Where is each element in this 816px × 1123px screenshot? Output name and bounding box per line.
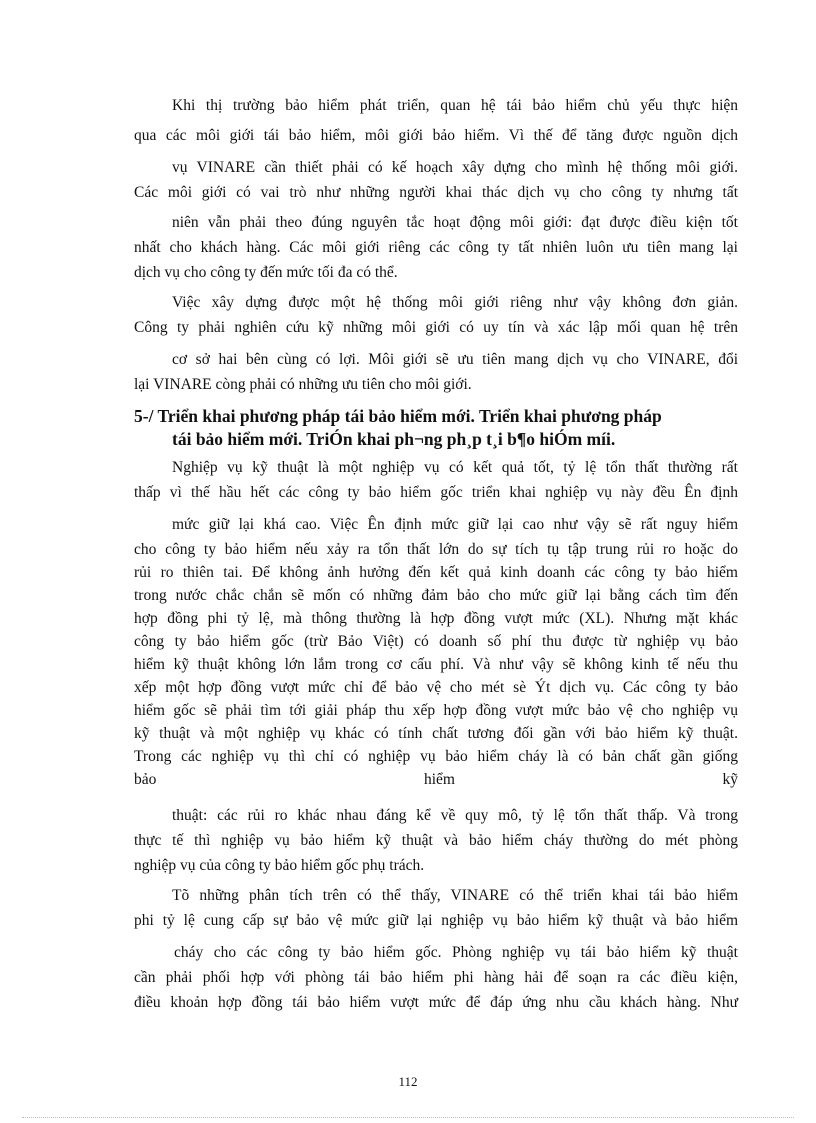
text-line: vụ VINARE cần thiết phải có kế hoạch xây dựng cho mình hệ thống môi giới. [172,159,738,176]
text-line: cháy cho các công ty bảo hiểm gốc. Phòng nghiệp vụ tái bảo hiểm kỹ thuật [174,944,738,961]
text-line: rủi ro thiên tai. Để không ảnh hưởng đến kết quả kinh doanh các công ty bảo hiểm [134,564,738,581]
text-line: hợp đồng phi tỷ lệ, mà thông thường là hợp đồng vượt mức (XL). Nhưng mặt khác [134,610,738,627]
text-line: cho công ty bảo hiểm nếu xảy ra tổn thất lớn do sự tích tụ tập trung rủi ro hoặc do [134,541,738,558]
page-bottom-divider [22,1117,794,1118]
text-line: Nghiệp vụ kỹ thuật là một nghiệp vụ có kết quả tốt, tỷ lệ tổn thất thường rất [172,459,738,476]
text-line: thực tế thì nghiệp vụ bảo hiểm kỹ thuật và bảo hiểm cháy thường do mét phòng [134,832,738,849]
text-line: thấp vì thế hầu hết các công ty bảo hiểm gốc triển khai nghiệp vụ này đều Ên định [134,484,738,501]
text-line: Công ty phải nghiên cứu kỹ những môi giới có uy tín và xác lập mối quan hệ trên [134,319,738,336]
text-line: lại VINARE còng phải có những ưu tiên cho môi giới. [134,376,472,393]
text-line: Khi thị trường bảo hiểm phát triển, quan hệ tái bảo hiểm chủ yếu thực hiện [172,97,738,114]
section-heading-line1: 5-/ Triển khai phương pháp tái bảo hiểm mới. Triển khai phương pháp [134,406,662,426]
text-line: Các môi giới có vai trò như những người khai thác dịch vụ cho công ty nhưng tất [134,184,738,201]
text-line: xếp một hợp đồng vượt mức chỉ để bảo vệ cho mét sè Ýt dịch vụ. Các công ty bảo [134,679,738,696]
text-line: thuật: các rủi ro khác nhau đáng kể về quy mô, tỷ lệ tổn thất thấp. Và trong [172,807,738,824]
text-line: kỹ thuật và một nghiệp vụ khác có tính chất tương đối gần với bảo hiểm kỹ thuật. [134,725,738,742]
text-line: điều khoản hợp đồng tái bảo hiểm vượt mức để đáp ứng nhu cầu khách hàng. Như [134,994,738,1011]
text-line: nhất cho khách hàng. Các môi giới riêng các công ty tất nhiên luôn ưu tiên mang lại [134,239,738,256]
text-line: công ty bảo hiểm gốc (trừ Bảo Việt) có doanh số phí thu được từ nghiệp vụ bảo [134,633,738,650]
text-line: phi tỷ lệ cung cấp sự bảo vệ mức giữ lại nghiệp vụ bảo hiểm kỹ thuật và bảo hiểm [134,912,738,929]
page-number: 112 [398,1074,418,1089]
text-line: Việc xây dựng được một hệ thống môi giới riêng như vậy không đơn giản. [172,294,738,311]
text-line: Tõ những phân tích trên có thể thấy, VINARE có thể triển khai tái bảo hiểm [172,887,738,904]
text-line: cơ sở hai bên cùng có lợi. Môi giới sẽ ưu tiên mang dịch vụ cho VINARE, đổi [172,351,738,368]
text-line: niên vẫn phải theo đúng nguyên tắc hoạt động môi giới: đạt được điều kiện tốt [172,214,738,231]
section-heading-line2: tái bảo hiểm mới. TriÓn khai ph¬ng ph¸p t¸i b¶o hiÓm míi. [172,429,616,449]
text-line: nghiệp vụ của công ty bảo hiểm gốc phụ trách. [134,857,425,874]
text-line: cần phải phối hợp với phòng tái bảo hiểm phi hàng hải để soạn ra các điều kiện, [134,969,738,986]
text-line: hiểm kỹ thuật không lớn lắm trong cơ cấu phí. Và như vậy sẽ không kinh tế nếu thu [134,656,738,673]
text-line: trong nước chắc chắn sẽ mốn có những đảm bảo cho mức giữ lại bằng cách tìm đến [134,587,738,604]
text-line: Trong các nghiệp vụ thì chỉ có nghiệp vụ bảo hiểm cháy là có bản chất gần giống [134,748,738,765]
text-line: qua các môi giới tái bảo hiểm, môi giới bảo hiểm. Vì thế để tăng được nguồn dịch [134,127,738,144]
text-line: dịch vụ cho công ty đến mức tối đa có thể. [134,264,398,281]
text-line: hiểm gốc sẽ phải tìm tới giải pháp thu xếp hợp đồng vượt mức bảo vệ cho nghiệp vụ [134,702,738,719]
text-line: mức giữ lại khá cao. Việc Ên định mức giữ lại cao như vậy sẽ rất nguy hiểm [172,516,738,533]
text-line: bảo hiểm kỹ [134,771,738,788]
